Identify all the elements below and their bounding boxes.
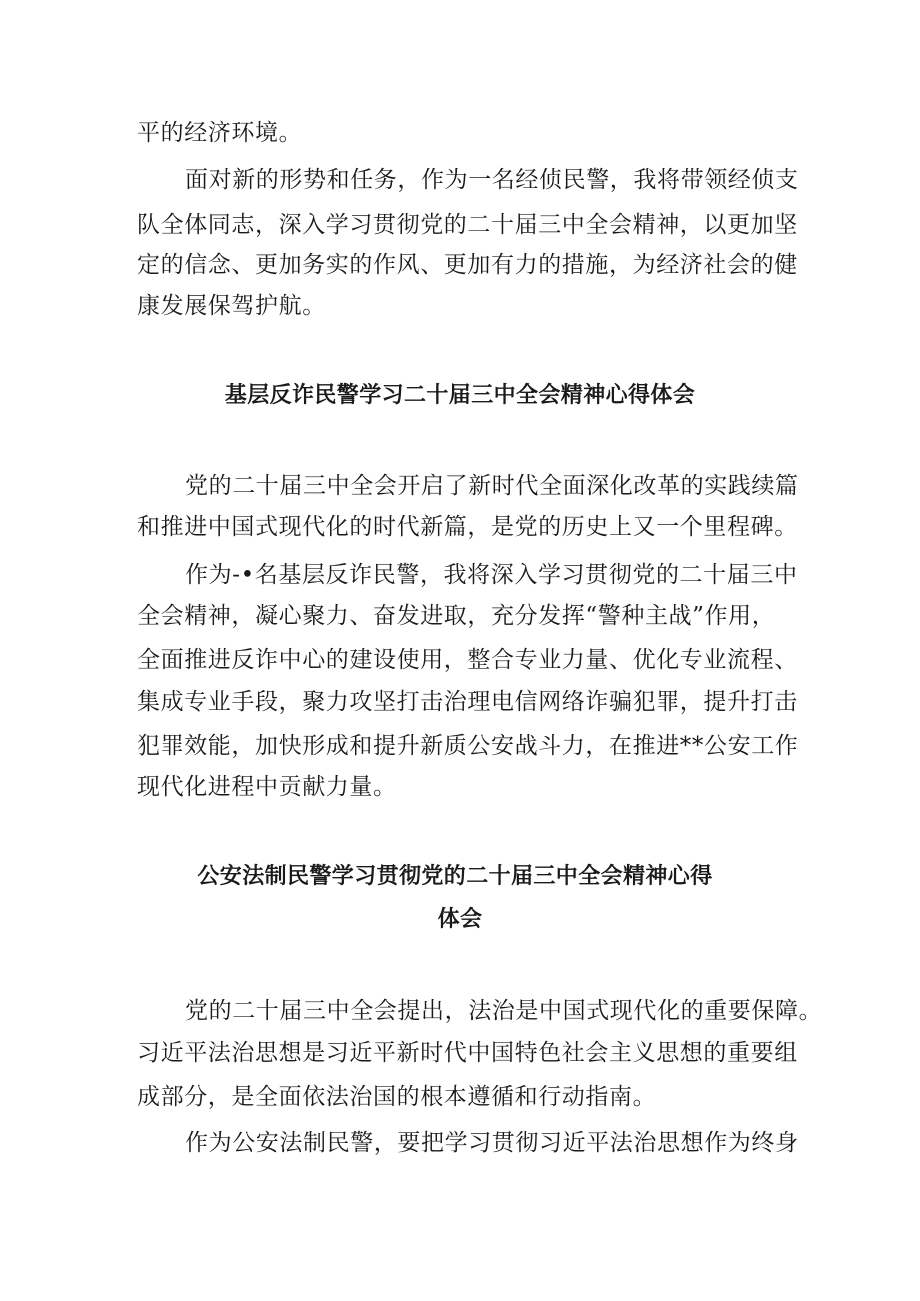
paragraph-line: 全会精神，凝心聚力、奋发进取，充分发挥“警种主战”作用，	[137, 603, 776, 629]
paragraph-line: 集成专业手段，聚力攻坚打击治理电信网络诈骗犯罪，提升打击	[137, 689, 798, 715]
paragraph-line: 面对新的形势和任务，作为一名经侦民警，我将带领经侦支	[185, 167, 799, 193]
section-title: 公安法制民警学习贯彻党的二十届三中全会精神心得	[197, 864, 713, 889]
paragraph-line: 全面推进反诈中心的建设使用，整合专业力量、优化专业流程、	[137, 647, 798, 673]
section-title: 基层反诈民警学习二十届三中全会精神心得体会	[224, 383, 696, 408]
paragraph-line: 队全体同志，深入学习贯彻党的二十届三中全会精神，以更加坚	[137, 212, 798, 238]
paragraph-line: 作为公安法制民警，要把学习贯彻习近平法治思想作为终身	[185, 1130, 799, 1156]
paragraph-line: 康发展保驾护航。	[137, 293, 326, 319]
paragraph-line: 定的信念、更加务实的作风、更加有力的措施，为经济社会的健	[137, 252, 798, 278]
paragraph-line: 作为-•名基层反诈民警，我将深入学习贯彻党的二十届三中	[185, 562, 798, 588]
paragraph-line: 习近平法治思想是习近平新时代中国特色社会主义思想的重要组	[137, 1040, 798, 1066]
paragraph-line: 平的经济环境。	[137, 120, 303, 146]
paragraph-line: 和推进中国式现代化的时代新篇，是党的历史上又一个里程碑。	[137, 514, 798, 540]
paragraph-line: 犯罪效能，加快形成和提升新质公安战斗力，在推进**公安工作	[137, 733, 799, 759]
paragraph-line: 成部分，是全面依法治国的根本遵循和行动指南。	[137, 1084, 657, 1110]
section-title-continuation: 体会	[437, 907, 483, 932]
paragraph-line: 党的二十届三中全会提出，法治是中国式现代化的重要保障。	[185, 998, 823, 1024]
paragraph-line: 党的二十届三中全会开启了新时代全面深化改革的实践续篇	[185, 473, 799, 499]
paragraph-line: 现代化进程中贡献力量。	[137, 774, 397, 800]
